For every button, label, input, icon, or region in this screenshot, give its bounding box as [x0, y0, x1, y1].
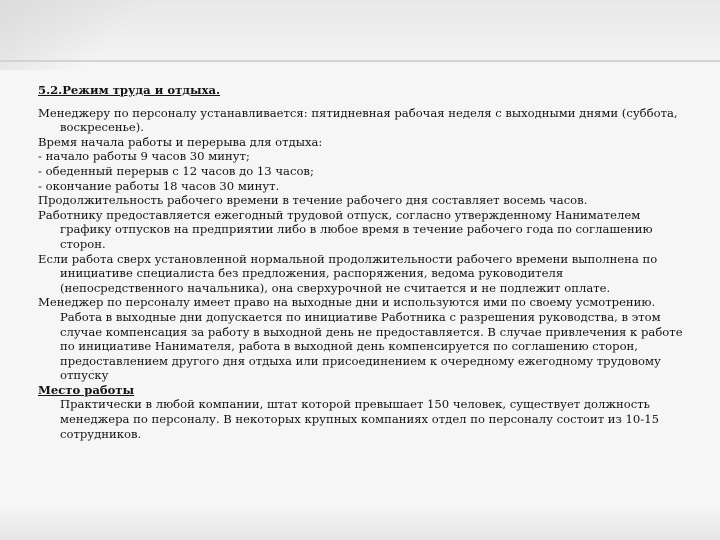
paragraph-vacation: Работнику предоставляется ежегодный трудовой отпуск, согласно утвержденному Нанимателем графику отпусков на предприятии либо в любое время в течение рабочего года по соглашению сторон. [38, 207, 653, 251]
workplace-heading: Место работы [38, 382, 135, 397]
paragraph-overtime: Если работа сверх установленной нормальной продолжительности рабочего времени выполнена по инициативе специалиста без предложения, распоряжения, ведома руководителя (непосредственного начальника), она сверхурочной не считается и не подлежит оплате. [38, 251, 658, 295]
slide-content [38, 83, 688, 441]
bottom-band [0, 508, 720, 540]
section-title: 5.2.Режим труда и отдыха. [38, 83, 221, 97]
paragraph-duration: Продолжительность рабочего времени в течение рабочего дня составляет восемь часов. [38, 193, 588, 208]
paragraph-time-intro: Время начала работы и перерыва для отдыха: [38, 134, 323, 149]
paragraph-workplace [38, 397, 688, 441]
paragraph-lunch: - обеденный перерыв с 12 часов до 13 часов; [38, 163, 314, 178]
paragraph-end: - окончание работы 18 часов 30 минут. [38, 178, 280, 193]
paragraph-start: - начало работы 9 часов 30 минут; [38, 149, 250, 164]
header-rule [0, 60, 720, 62]
paragraph-weekends: Менеджер по персоналу имеет право на выходные дни и используются ими по своему усмотрению. Работа в выходные дни допускается по инициативе Работника с разрешения руководства, в этом случае компенсация за работу в выходной день не предоставляется. В случае привлечения к работе по инициативе Нанимателя, работа в выходной день компенсируется по соглашению сторон, предоставлением другого дня отдыха или присоединением к очередному ежегодному трудовому отпуску [38, 295, 683, 383]
paragraph-schedule: Менеджеру по персоналу устанавливается: пятидневная рабочая неделя с выходными днями (суббота, воскресенье). [38, 105, 678, 135]
paragraph-workplace-text: Практически в любой компании, штат которой превышает 150 человек, существует должность менеджера по персоналу. В некоторых крупных компаниях отдел по персоналу состоит из 10-15 сотрудников. [60, 397, 659, 441]
